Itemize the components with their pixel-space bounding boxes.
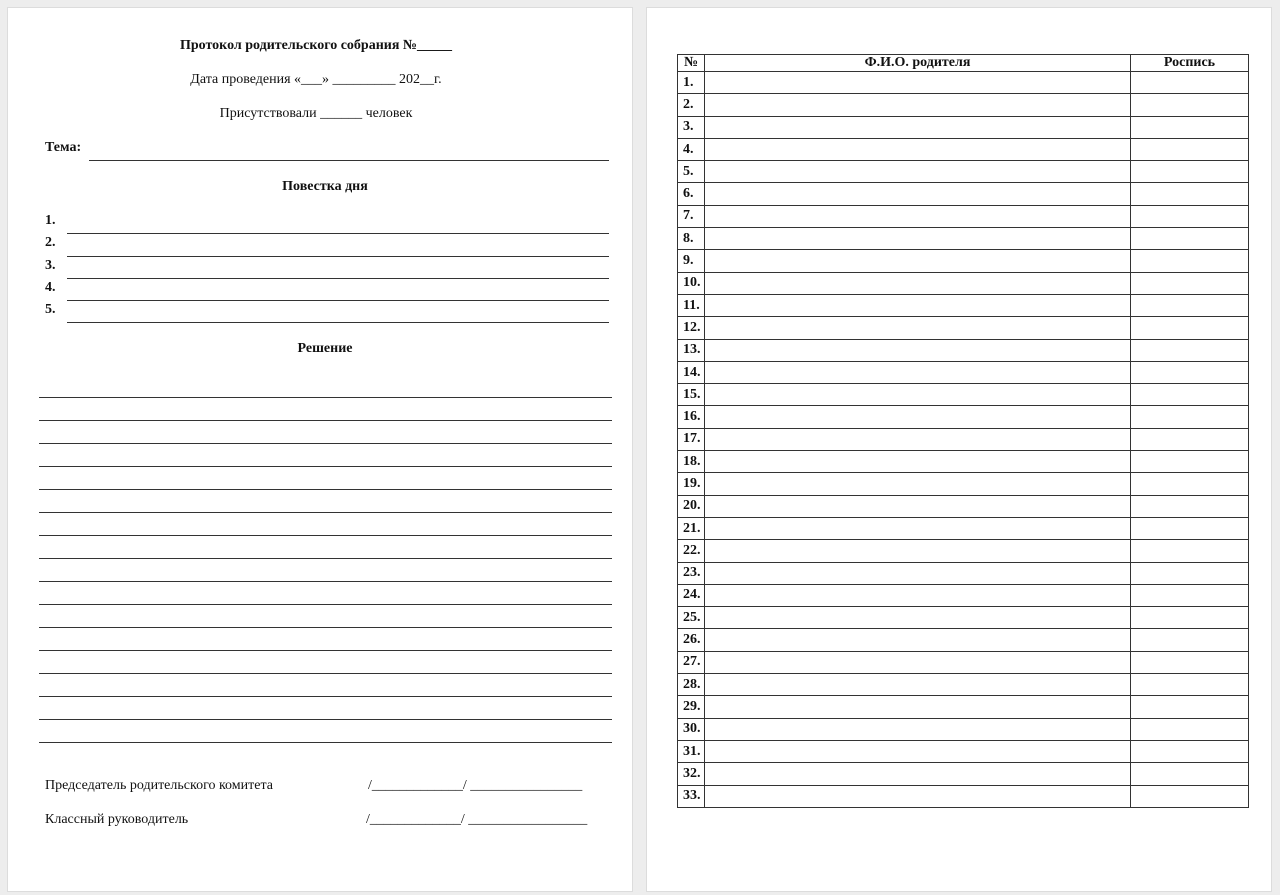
signature-cell[interactable] (1131, 161, 1249, 183)
decision-line (39, 512, 612, 513)
row-number: 1. (678, 72, 705, 94)
signature-cell[interactable] (1131, 205, 1249, 227)
signature-cell[interactable] (1131, 740, 1249, 762)
table-row (678, 384, 1249, 406)
parent-name-cell[interactable] (705, 317, 1131, 339)
row-number: 17. (678, 428, 705, 450)
parent-name-cell[interactable] (705, 696, 1131, 718)
agenda-line (67, 322, 609, 323)
table-row (678, 428, 1249, 450)
parent-name-cell[interactable] (705, 629, 1131, 651)
row-number: 14. (678, 361, 705, 383)
decision-line (39, 420, 612, 421)
signature-cell[interactable] (1131, 339, 1249, 361)
signature-cell[interactable] (1131, 406, 1249, 428)
signature-cell[interactable] (1131, 317, 1249, 339)
table-row (678, 317, 1249, 339)
table-row (678, 138, 1249, 160)
parents-register-table (677, 54, 1249, 808)
parent-name-cell[interactable] (705, 205, 1131, 227)
parent-name-cell[interactable] (705, 272, 1131, 294)
row-number: 10. (678, 272, 705, 294)
table-row (678, 205, 1249, 227)
table-row (678, 339, 1249, 361)
row-number: 2. (678, 94, 705, 116)
decision-line (39, 742, 612, 743)
row-number: 24. (678, 584, 705, 606)
table-row (678, 228, 1249, 250)
decision-line (39, 696, 612, 697)
signature-slot: /_____________/ ________________ (368, 778, 583, 793)
parent-name-cell[interactable] (705, 228, 1131, 250)
table-row (678, 785, 1249, 807)
table-row (678, 116, 1249, 138)
row-number: 27. (678, 651, 705, 673)
decision-line (39, 443, 612, 444)
row-number: 25. (678, 607, 705, 629)
row-number: 15. (678, 384, 705, 406)
column-header-signature: Роспись (1131, 55, 1249, 72)
row-number: 12. (678, 317, 705, 339)
row-number: 16. (678, 406, 705, 428)
parent-name-cell[interactable] (705, 161, 1131, 183)
agenda-item-number: 5. (45, 302, 56, 317)
parent-name-cell[interactable] (705, 406, 1131, 428)
signature-cell[interactable] (1131, 674, 1249, 696)
row-number: 31. (678, 740, 705, 762)
signature-cell[interactable] (1131, 607, 1249, 629)
parent-name-cell[interactable] (705, 607, 1131, 629)
signature-cell[interactable] (1131, 651, 1249, 673)
signature-label: Классный руководитель (45, 812, 189, 827)
decision-line (39, 719, 612, 720)
protocol-title: Протокол родительского собрания №_____ (180, 38, 452, 53)
agenda-heading: Повестка дня (282, 179, 368, 194)
table-row (678, 272, 1249, 294)
signature-cell[interactable] (1131, 272, 1249, 294)
row-number: 23. (678, 562, 705, 584)
signature-cell[interactable] (1131, 540, 1249, 562)
row-number: 22. (678, 540, 705, 562)
table-row (678, 183, 1249, 205)
table-header-row (678, 55, 1249, 72)
parent-name-cell[interactable] (705, 94, 1131, 116)
decision-line (39, 489, 612, 490)
table-row (678, 696, 1249, 718)
table-row (678, 629, 1249, 651)
signature-cell[interactable] (1131, 116, 1249, 138)
parent-name-cell[interactable] (705, 428, 1131, 450)
table-row (678, 451, 1249, 473)
signature-cell[interactable] (1131, 629, 1249, 651)
meeting-date-line: Дата проведения «___» _________ 202__г. (190, 72, 442, 87)
parent-name-cell[interactable] (705, 250, 1131, 272)
decision-line (39, 466, 612, 467)
row-number: 32. (678, 763, 705, 785)
row-number: 4. (678, 138, 705, 160)
parent-name-cell[interactable] (705, 540, 1131, 562)
parent-name-cell[interactable] (705, 584, 1131, 606)
agenda-line (67, 300, 609, 301)
table-row (678, 651, 1249, 673)
signature-cell[interactable] (1131, 428, 1249, 450)
row-number: 13. (678, 339, 705, 361)
table-row (678, 406, 1249, 428)
decision-line (39, 650, 612, 651)
parent-name-cell[interactable] (705, 183, 1131, 205)
signature-cell[interactable] (1131, 138, 1249, 160)
decision-heading: Решение (297, 341, 353, 356)
parent-name-cell[interactable] (705, 785, 1131, 807)
parent-name-cell[interactable] (705, 562, 1131, 584)
parent-name-cell[interactable] (705, 763, 1131, 785)
signature-cell[interactable] (1131, 294, 1249, 316)
attendance-count-line: Присутствовали ______ человек (219, 106, 413, 121)
parent-name-cell[interactable] (705, 517, 1131, 539)
table-row (678, 473, 1249, 495)
row-number: 6. (678, 183, 705, 205)
agenda-line (67, 233, 609, 234)
decision-line (39, 397, 612, 398)
table-row (678, 250, 1249, 272)
protocol-page (8, 8, 632, 891)
signature-cell[interactable] (1131, 94, 1249, 116)
row-number: 21. (678, 517, 705, 539)
row-number: 29. (678, 696, 705, 718)
table-row (678, 495, 1249, 517)
table-row (678, 161, 1249, 183)
agenda-item-number: 3. (45, 258, 56, 273)
table-row (678, 584, 1249, 606)
row-number: 26. (678, 629, 705, 651)
row-number: 19. (678, 473, 705, 495)
table-row (678, 740, 1249, 762)
row-number: 33. (678, 785, 705, 807)
table-row (678, 540, 1249, 562)
table-row (678, 517, 1249, 539)
signature-cell[interactable] (1131, 696, 1249, 718)
agenda-line (67, 278, 609, 279)
signature-cell[interactable] (1131, 451, 1249, 473)
decision-line (39, 535, 612, 536)
parent-name-cell[interactable] (705, 361, 1131, 383)
row-number: 8. (678, 228, 705, 250)
decision-line (39, 581, 612, 582)
parent-name-cell[interactable] (705, 138, 1131, 160)
table-row (678, 607, 1249, 629)
parent-name-cell[interactable] (705, 740, 1131, 762)
parent-name-cell[interactable] (705, 384, 1131, 406)
signature-cell[interactable] (1131, 384, 1249, 406)
decision-line (39, 673, 612, 674)
signature-cell[interactable] (1131, 718, 1249, 740)
table-row (678, 94, 1249, 116)
parent-name-cell[interactable] (705, 473, 1131, 495)
table-row (678, 674, 1249, 696)
signature-cell[interactable] (1131, 785, 1249, 807)
row-number: 3. (678, 116, 705, 138)
agenda-line (67, 256, 609, 257)
decision-line (39, 558, 612, 559)
signature-cell[interactable] (1131, 228, 1249, 250)
signature-cell[interactable] (1131, 562, 1249, 584)
row-number: 11. (678, 294, 705, 316)
row-number: 28. (678, 674, 705, 696)
signature-slot: /_____________/ _________________ (366, 812, 588, 827)
column-header-parent-name: Ф.И.О. родителя (705, 55, 1131, 72)
row-number: 9. (678, 250, 705, 272)
signature-cell[interactable] (1131, 495, 1249, 517)
parent-name-cell[interactable] (705, 718, 1131, 740)
table-row (678, 72, 1249, 94)
parent-name-cell[interactable] (705, 116, 1131, 138)
parent-name-cell[interactable] (705, 72, 1131, 94)
row-number: 18. (678, 451, 705, 473)
signature-cell[interactable] (1131, 250, 1249, 272)
topic-label: Тема: (45, 140, 82, 155)
table-row (678, 294, 1249, 316)
row-number: 20. (678, 495, 705, 517)
table-row (678, 763, 1249, 785)
signature-cell[interactable] (1131, 473, 1249, 495)
signature-cell[interactable] (1131, 584, 1249, 606)
signature-cell[interactable] (1131, 763, 1249, 785)
table-row (678, 718, 1249, 740)
decision-line (39, 627, 612, 628)
parent-name-cell[interactable] (705, 339, 1131, 361)
signature-label: Председатель родительского комитета (45, 778, 273, 793)
table-row (678, 361, 1249, 383)
table-row (678, 562, 1249, 584)
signature-cell[interactable] (1131, 361, 1249, 383)
decision-line (39, 604, 612, 605)
agenda-item-number: 1. (45, 213, 56, 228)
parent-name-cell[interactable] (705, 651, 1131, 673)
signature-cell[interactable] (1131, 517, 1249, 539)
column-header-number: № (678, 55, 705, 72)
agenda-item-number: 4. (45, 280, 56, 295)
parent-name-cell[interactable] (705, 451, 1131, 473)
signature-cell[interactable] (1131, 72, 1249, 94)
topic-line (89, 160, 609, 161)
register-body (678, 72, 1249, 808)
parent-name-cell[interactable] (705, 495, 1131, 517)
parent-name-cell[interactable] (705, 674, 1131, 696)
row-number: 7. (678, 205, 705, 227)
row-number: 5. (678, 161, 705, 183)
signature-cell[interactable] (1131, 183, 1249, 205)
parent-name-cell[interactable] (705, 294, 1131, 316)
row-number: 30. (678, 718, 705, 740)
agenda-item-number: 2. (45, 235, 56, 250)
